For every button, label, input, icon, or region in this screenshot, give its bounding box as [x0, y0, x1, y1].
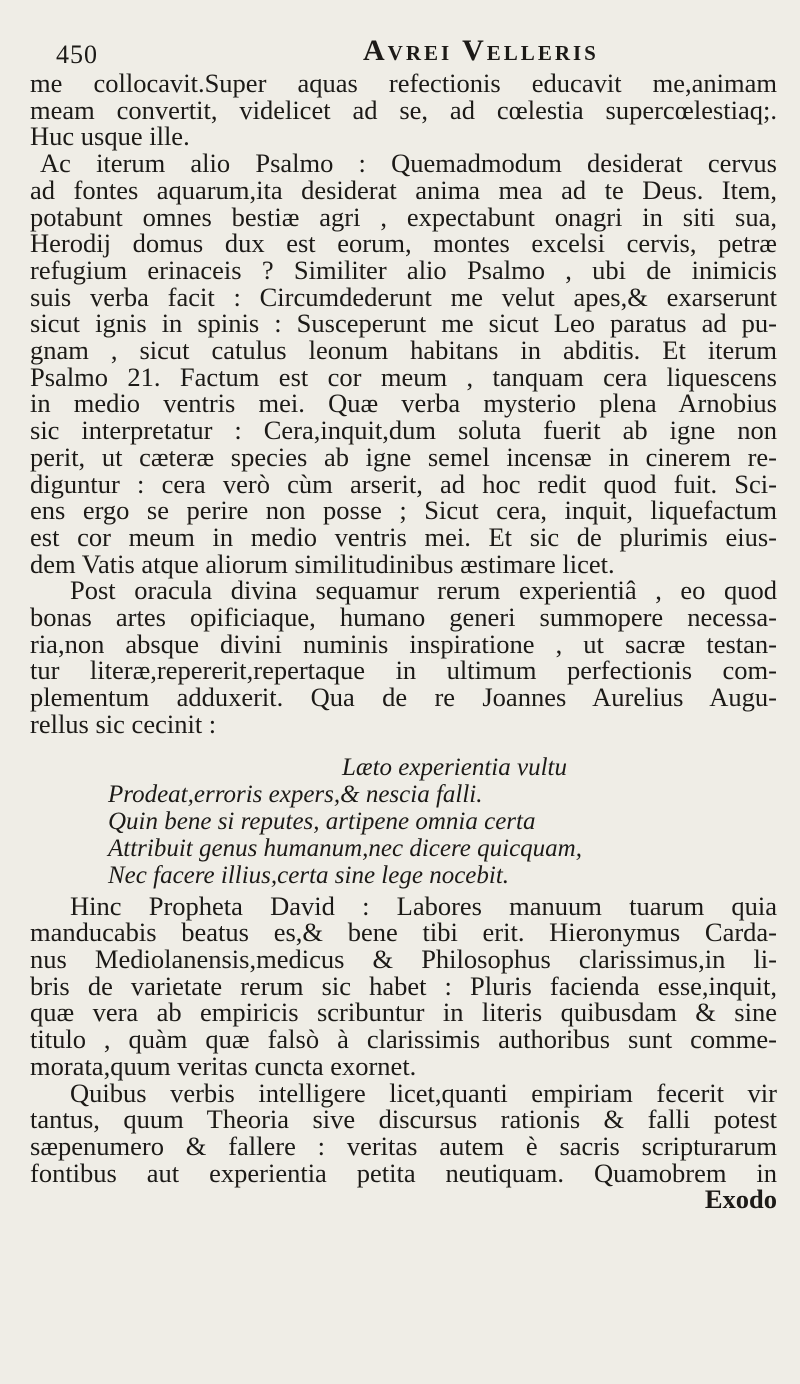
text-line: manducabis beatus es,& bene tibi erit. Hieronymus Carda-: [30, 917, 777, 948]
text-line: me collocavit.Super aquas refectionis educavit me,animam: [30, 68, 777, 98]
verse-line: Attribuit genus humanum,nec dicere quicquam,: [108, 834, 582, 862]
text-line: morata,quum veritas cuncta exornet.: [30, 1050, 417, 1081]
text-line: ad fontes aquarum,ita desiderat anima mea ad te Deus. Item,: [30, 174, 777, 205]
text-line: Quibus verbis intelligere licet,quanti empiriam fecerit vir: [70, 1077, 777, 1108]
text-line: Post oracula divina sequamur rerum experientiâ , eo quod: [70, 575, 777, 606]
text-line: sic interpretatur : Cera,inquit,dum soluta fuerit ab igne non: [30, 415, 777, 446]
main-text-block: [30, 70, 778, 738]
text-line: Herodij domus dux est eorum, montes excelsi cervis, petræ: [30, 228, 777, 259]
text-line: tantus, quum Theoria sive discursus rationis & falli potest: [30, 1104, 777, 1135]
page-header: [30, 32, 778, 70]
text-line: bris de varietate rerum sic habet : Pluris facienda esse,inquit,: [30, 970, 777, 1001]
text-line: nus Mediolanensis,medicus & Philosophus clarissimus,in li-: [30, 943, 777, 974]
verse-line: Læto experientia vultu: [342, 753, 567, 781]
text-line: refugium erinaceis ? Similiter alio Psalmo , ubi de inimicis: [30, 254, 777, 285]
verse-line: Nec facere illius,certa sine lege nocebit.: [108, 861, 510, 889]
text-line: fontibus aut experientia petita neutiquam. Quamobrem in: [30, 1157, 777, 1188]
running-title: Avrei Velleris: [363, 34, 599, 67]
closing-text-block: [30, 890, 778, 1215]
text-line: gnam , sicut catulus leonum habitans in abditis. Et iterum: [30, 335, 777, 366]
text-line: perit, ut cæteræ species ab igne semel incensæ in cinerem re-: [30, 441, 777, 472]
text-line: ria,non absque divini numinis inspiratione , ut sacræ testan-: [30, 628, 777, 659]
text-line: plementum adduxerit. Qua de re Joannes Aurelius Augu-: [30, 682, 777, 713]
text-line: potabunt omnes bestiæ agri , expectabunt onagri in siti sua,: [30, 201, 777, 232]
verse-quotation: [30, 754, 778, 889]
catchword: Exodo: [704, 1184, 777, 1215]
text-line: tur literæ,repererit,repertaque in ultimum perfectionis com-: [30, 655, 777, 686]
verse-line: Quin bene si reputes, artipene omnia certa: [108, 807, 536, 835]
text-line: sicut ignis in spinis : Susceperunt me sicut Leo paratus ad pu-: [30, 308, 777, 339]
text-line: Ac iterum alio Psalmo : Quemadmodum desiderat cervus: [40, 148, 777, 179]
text-line: est cor meum in medio ventris mei. Et sic de plurimis eius-: [30, 521, 777, 552]
text-line: diguntur : cera verò cùm arserit, ad hoc redit quod fuit. Sci-: [30, 468, 777, 499]
text-line: in medio ventris mei. Quæ verba mysterio plena Arnobius: [30, 388, 777, 419]
text-line: ens ergo se perire non posse ; Sicut cera, inquit, liquefactum: [30, 495, 777, 526]
text-line: meam convertit, videlicet ad se, ad cœlestia supercœlestiaq;.: [30, 94, 777, 125]
text-line: Huc usque ille.: [30, 121, 190, 152]
text-line: sæpenumero & fallere : veritas autem è sacris scripturarum: [30, 1130, 777, 1161]
text-line: rellus sic cecinit :: [30, 708, 217, 739]
page-number: 450: [56, 40, 98, 69]
text-line: suis verba facit : Circumdederunt me velut apes,& exarserunt: [30, 281, 777, 312]
text-line: bonas artes opificiaque, humano generi summopere necessa-: [30, 602, 777, 633]
text-line: Psalmo 21. Factum est cor meum , tanquam cera liquescens: [30, 361, 777, 392]
verse-line: Prodeat,erroris expers,& nescia falli.: [108, 780, 483, 808]
text-line: quæ vera ab empiricis scribuntur in literis quibusdam & sine: [30, 997, 777, 1028]
text-line: Hinc Propheta David : Labores manuum tuarum quia: [70, 890, 777, 921]
text-line: dem Vatis atque aliorum similitudinibus æstimare licet.: [30, 548, 615, 579]
text-line: titulo , quàm quæ falsò à clarissimis authoribus sunt comme-: [30, 1024, 777, 1055]
